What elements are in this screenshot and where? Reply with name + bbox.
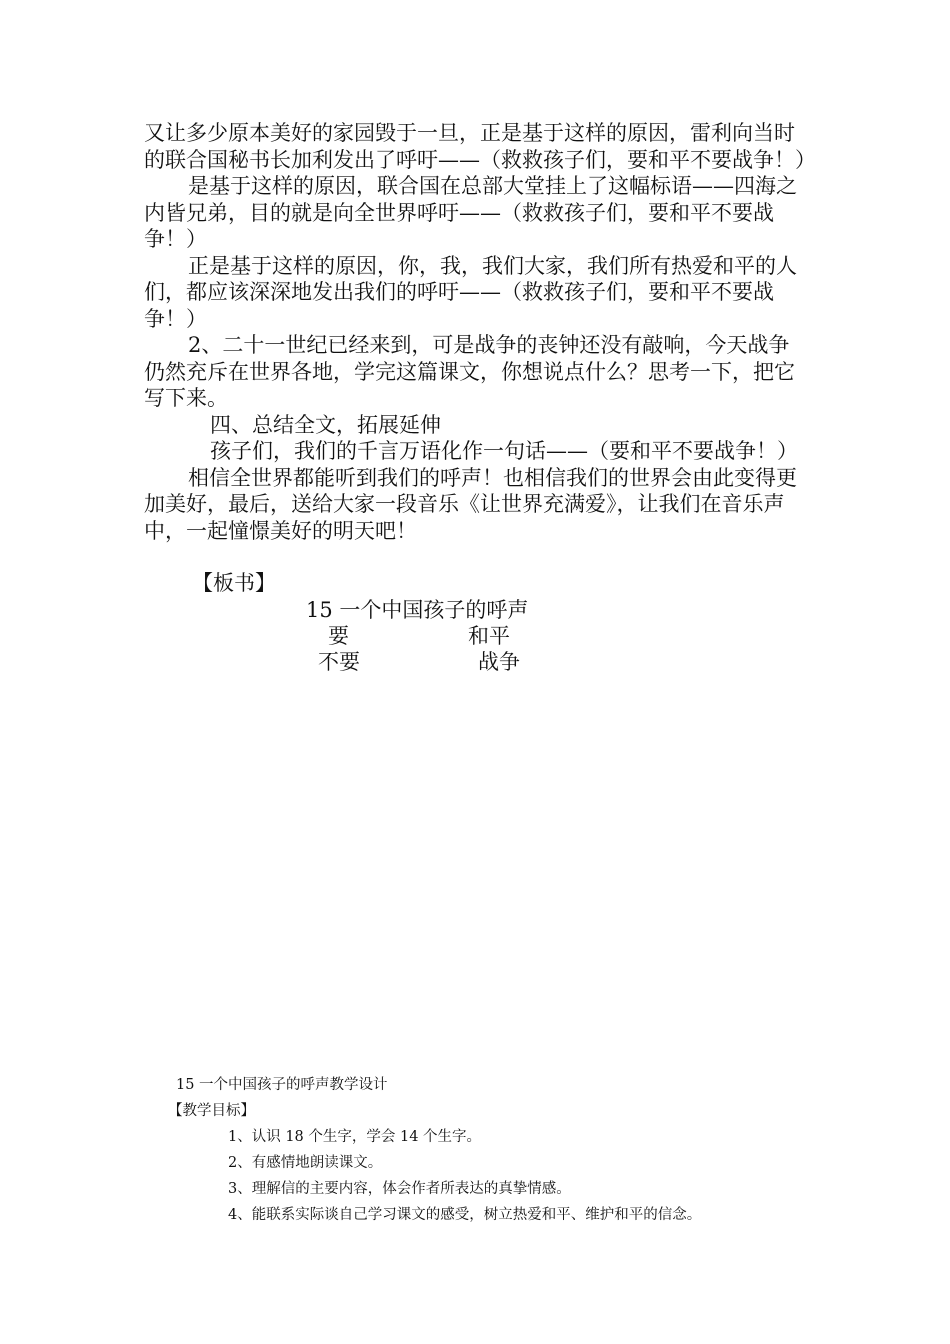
- teaching-plan: [168, 1072, 816, 1228]
- goal-item: 1、认识 18 个生字，学会 14 个生字。: [228, 1129, 482, 1145]
- plan-title: 15 一个中国孩子的呼声教学设计: [176, 1077, 388, 1093]
- board-left-2: 不要: [318, 649, 360, 674]
- goal-item: 4、能联系实际谈自己学习课文的感受，树立热爱和平、维护和平的信念。: [228, 1207, 702, 1223]
- board-right-2: 战争: [478, 649, 520, 674]
- paragraph: 又让多少原本美好的家园毁于一旦，正是基于这样的原因，雷利向当时的联合国秘书长加利发出了呼吁——（救救孩子们，要和平不要战争！）: [144, 121, 816, 172]
- board-right-1: 和平: [468, 623, 510, 648]
- goal-item: 3、理解信的主要内容，体会作者所表达的真挚情感。: [228, 1181, 571, 1197]
- paragraph: 相信全世界都能听到我们的呼声！也相信我们的世界会由此变得更加美好，最后，送给大家一段音乐《让世界充满爱》，让我们在音乐声中，一起憧憬美好的明天吧！: [144, 465, 797, 543]
- board-heading: 【板书】: [192, 571, 276, 595]
- paragraph: 2、二十一世纪已经来到，可是战争的丧钟还没有敲响，今天战争仍然充斥在世界各地，学完这篇课文，你想说点什么？思考一下，把它写下来。: [144, 333, 795, 410]
- goal-item: 2、有感情地朗读课文。: [228, 1155, 383, 1171]
- lesson-text: [144, 120, 816, 677]
- paragraph: 正是基于这样的原因，你，我，我们大家，我们所有热爱和平的人们，都应该深深地发出我们的呼吁——（救救孩子们，要和平不要战争！）: [144, 253, 797, 331]
- board-left-1: 要: [328, 623, 349, 648]
- goals-heading: 【教学目标】: [168, 1103, 255, 1119]
- paragraph: 孩子们，我们的千言万语化作一句话——（要和平不要战争！）: [210, 439, 798, 463]
- board-title: 15 一个中国孩子的呼声: [306, 597, 529, 622]
- paragraph: 是基于这样的原因，联合国在总部大堂挂上了这幅标语——四海之内皆兄弟，目的就是向全世界呼吁——（救救孩子们，要和平不要战争！）: [144, 174, 797, 251]
- section-heading: 四、总结全文，拓展延伸: [210, 412, 441, 437]
- blackboard-outline: [144, 597, 810, 677]
